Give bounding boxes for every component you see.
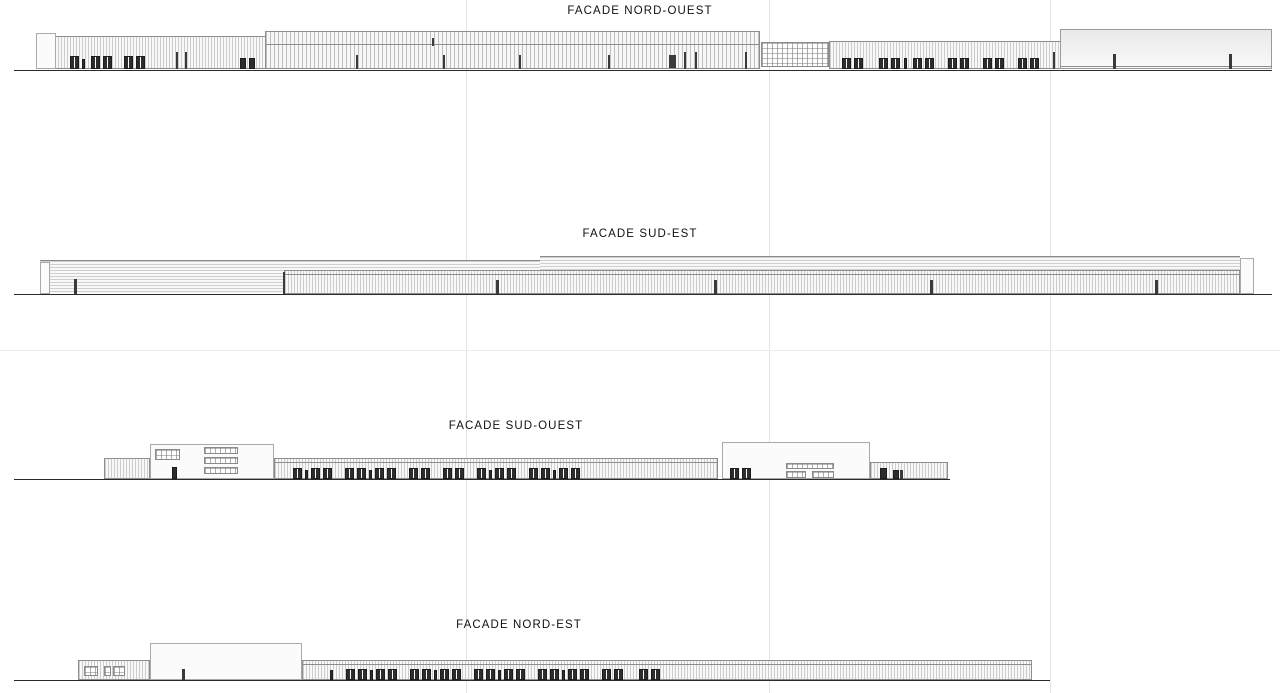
column-post <box>519 55 521 69</box>
glazing-panel <box>204 457 238 464</box>
door <box>443 468 452 479</box>
door <box>440 669 449 680</box>
column-post <box>930 280 933 294</box>
building-mass-far-right <box>1060 29 1272 69</box>
cladding-line <box>265 44 760 45</box>
elevation-nord-est <box>0 618 1100 693</box>
door-band-right <box>842 58 1039 69</box>
loading-door-band <box>330 669 660 680</box>
column-post <box>608 55 610 69</box>
column-post <box>283 272 285 294</box>
door <box>421 468 430 479</box>
door <box>559 468 568 479</box>
ground-line-sud-ouest <box>14 479 950 480</box>
glazing-panel <box>786 463 834 469</box>
door <box>538 669 547 680</box>
ground-line-nord-est <box>14 680 1050 681</box>
door <box>103 56 112 69</box>
door <box>70 56 79 69</box>
door <box>742 468 751 479</box>
door <box>82 59 85 69</box>
column-post <box>182 669 185 680</box>
column-post <box>695 52 697 69</box>
column-post <box>1053 52 1055 69</box>
column-post <box>496 280 499 294</box>
elevation-title-nord-ouest: FACADE NORD-OUEST <box>567 5 713 17</box>
door <box>568 669 577 680</box>
door <box>305 470 308 479</box>
door <box>495 468 504 479</box>
column-post <box>74 279 77 294</box>
door <box>948 58 957 69</box>
door <box>357 468 366 479</box>
door <box>879 58 888 69</box>
door <box>240 58 246 69</box>
door <box>474 669 483 680</box>
fold-line-vertical <box>466 0 467 693</box>
door <box>639 669 648 680</box>
door <box>541 468 550 479</box>
door <box>422 669 431 680</box>
door <box>486 669 495 680</box>
door <box>904 58 907 69</box>
cladding-line <box>274 462 718 463</box>
ground-line-nord-ouest <box>14 70 1272 71</box>
door <box>562 670 565 680</box>
cladding-line <box>1060 66 1272 67</box>
door <box>580 669 589 680</box>
door <box>913 58 922 69</box>
door <box>388 669 397 680</box>
door <box>323 468 332 479</box>
door <box>614 669 623 680</box>
door <box>995 58 1004 69</box>
end-wall-left <box>40 262 50 294</box>
fold-line-vertical <box>1050 0 1051 693</box>
loading-door-band <box>293 468 580 479</box>
door <box>730 468 739 479</box>
door <box>345 468 354 479</box>
column-post <box>432 38 434 46</box>
fold-line-vertical <box>769 0 770 693</box>
glazing-panel <box>104 666 111 676</box>
cladding-line <box>302 664 1032 665</box>
door <box>311 468 320 479</box>
door <box>358 669 367 680</box>
column-post <box>1113 54 1116 69</box>
door <box>477 468 486 479</box>
column-post <box>745 52 747 69</box>
door <box>529 468 538 479</box>
door <box>409 468 418 479</box>
door <box>842 58 851 69</box>
door <box>925 58 934 69</box>
door-band-left <box>70 56 145 69</box>
door <box>136 56 145 69</box>
door <box>507 468 516 479</box>
door <box>91 56 100 69</box>
glazing-panel <box>786 471 806 478</box>
cladding-line <box>284 274 1240 275</box>
door <box>375 468 384 479</box>
door <box>172 467 177 479</box>
column-post <box>669 55 676 68</box>
door <box>516 669 525 680</box>
column-post <box>443 55 445 69</box>
glazing-panel <box>113 666 125 676</box>
elevation-nord-ouest <box>0 0 1280 90</box>
column-post <box>900 470 903 479</box>
door <box>376 669 385 680</box>
glazing-panel <box>761 42 829 67</box>
door <box>410 669 419 680</box>
column-post <box>684 52 686 69</box>
door <box>1030 58 1039 69</box>
door <box>455 468 464 479</box>
column-post <box>714 280 717 294</box>
glazing-panel <box>204 467 238 474</box>
door <box>370 670 373 680</box>
column-post <box>356 55 358 69</box>
door <box>550 669 559 680</box>
end-wall-right <box>1240 258 1254 294</box>
glazing-panel <box>84 666 98 676</box>
elevation-sud-est <box>0 225 1280 305</box>
door <box>346 669 355 680</box>
door <box>434 670 437 680</box>
door <box>891 58 900 69</box>
glazing-panel <box>155 449 180 460</box>
door <box>330 670 333 680</box>
building-mass-stepped <box>150 643 302 680</box>
door <box>880 468 887 479</box>
column-post <box>185 52 187 69</box>
door <box>498 670 501 680</box>
building-mass-left-end <box>36 33 56 69</box>
ground-line-sud-est <box>14 294 1272 295</box>
door <box>504 669 513 680</box>
door <box>489 470 492 479</box>
door <box>602 669 611 680</box>
door <box>854 58 863 69</box>
door <box>553 470 556 479</box>
column-post <box>1155 280 1158 294</box>
door <box>249 58 255 69</box>
glazing-panel <box>812 471 834 478</box>
elevation-title-nord-est: FACADE NORD-EST <box>456 619 582 631</box>
column-post <box>1229 54 1232 69</box>
door <box>293 468 302 479</box>
door <box>452 669 461 680</box>
door <box>571 468 580 479</box>
door <box>983 58 992 69</box>
door <box>893 470 899 479</box>
door <box>1018 58 1027 69</box>
door <box>960 58 969 69</box>
door <box>124 56 133 69</box>
door <box>369 470 372 479</box>
screen-wall-left <box>104 458 150 479</box>
door <box>651 669 660 680</box>
column-post <box>176 52 178 69</box>
elevation-sud-ouest <box>0 418 1000 488</box>
door <box>387 468 396 479</box>
fold-line-horizontal <box>0 350 1280 351</box>
elevation-title-sud-ouest: FACADE SUD-OUEST <box>448 420 584 432</box>
elevation-title-sud-est: FACADE SUD-EST <box>582 228 698 240</box>
glazing-panel <box>204 447 238 454</box>
